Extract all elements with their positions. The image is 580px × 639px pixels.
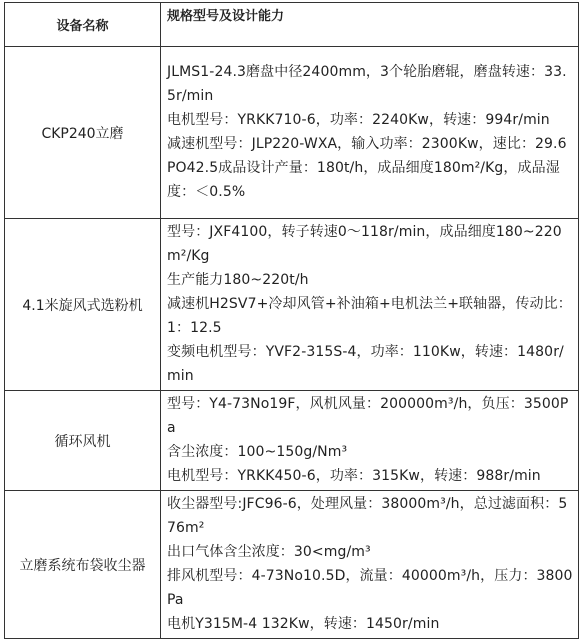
spec-line: 减速机型号：JLP220-WXA，输入功率：2300Kw，速比：29.6 [167,136,567,152]
table-row [5,391,579,491]
equipment-name: 循环风机 [5,391,161,491]
spec-line: 减速机H2SV7+冷却风管+补油箱+电机法兰+联轴器，传动比：1：12.5 [167,296,572,336]
table-row [5,491,579,639]
spec-cell [161,391,579,491]
spec-line: 型号：JXF4100，转子转速0～118r/min，成品细度180~220m²/Kg [167,224,562,264]
spec-line: 变频电机型号：YVF2-315S-4，功率：110Kw，转速：1480r/min [167,344,564,384]
table-row [5,47,579,219]
header-specification: 规格型号及设计能力 [161,3,579,47]
equipment-name: 立磨系统布袋收尘器 [5,491,161,639]
spec-line: 含尘浓度：100~150g/Nm³ [167,444,348,460]
spec-line: 电机型号：YRKK710-6，功率：2240Kw，转速：994r/min [167,112,550,128]
spec-line: 电机Y315M-4 132Kw，转速：1450r/min [167,616,440,632]
equipment-spec-table [4,2,579,639]
equipment-name: CKP240立磨 [5,47,161,219]
spec-cell [161,47,579,219]
spec-cell [161,219,579,391]
spec-line: 生产能力180~220t/h [167,272,309,288]
spec-line: 排风机型号：4-73No10.5D，流量：40000m³/h，压力：3800Pa [167,568,573,608]
table-header-row [5,3,579,47]
spec-line: JLMS1-24.3磨盘中径2400mm，3个轮胎磨辊，磨盘转速：33.5r/min [167,64,567,104]
spec-line: 收尘器型号:JFC96-6，处理风量：38000m³/h，总过滤面积：576m² [167,496,568,536]
equipment-name: 4.1米旋风式选粉机 [5,219,161,391]
spec-line: 电机型号：YRKK450-6，功率：315Kw，转速：988r/min [167,468,541,484]
table-row [5,219,579,391]
spec-line: PO42.5成品设计产量：180t/h，成品细度180m²/Kg，成品湿度：＜0.5% [167,160,560,200]
header-equipment-name: 设备名称 [5,3,161,47]
spec-line: 出口气体含尘浓度：30<mg/m³ [167,544,371,560]
spec-line: 型号：Y4-73No19F，风机风量：200000m³/h，负压：3500Pa [167,396,569,436]
spec-cell [161,491,579,639]
